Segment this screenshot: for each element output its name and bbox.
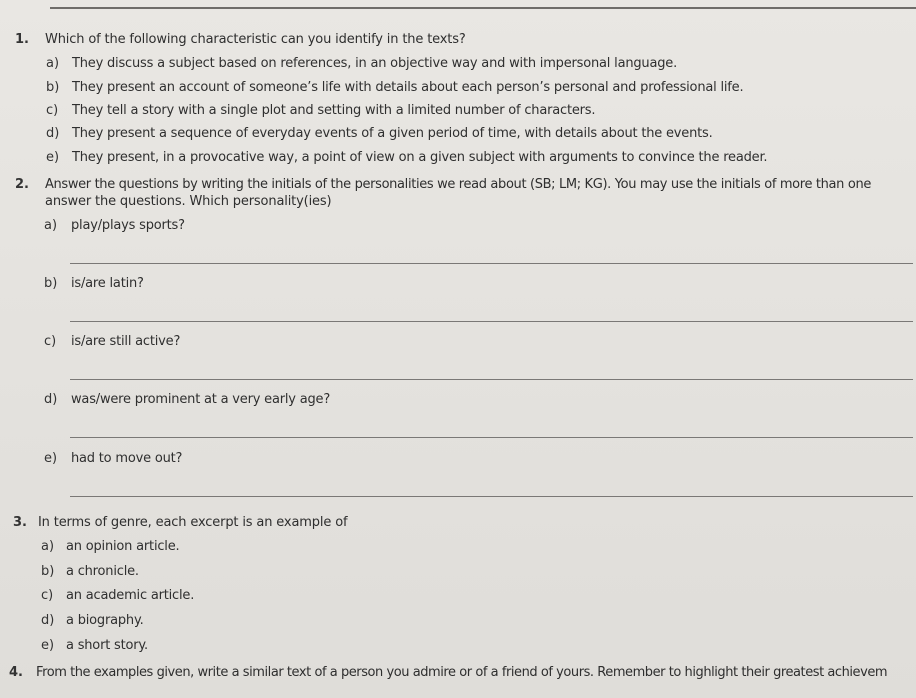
top-rule [50,7,916,9]
q2-option-b-letter: b) [44,276,58,291]
q1-option-d-letter: d) [46,126,60,141]
q1-option-b-text: They present an account of someone’s life with details about each person’s personal and professional life. [72,80,744,95]
q3-option-a-text: an opinion article. [66,539,180,554]
q3-option-b-text: a chronicle. [66,564,139,579]
q2-answer-line-c [70,379,913,380]
q2-answer-line-e [70,496,913,497]
q2-option-b-text: is/are latin? [71,276,144,291]
q2-option-d-text: was/were prominent at a very early age? [71,392,331,407]
q1-text: Which of the following characteristic can you identify in the texts? [45,32,466,47]
q3-text: In terms of genre, each excerpt is an example of [38,515,348,530]
q2-number: 2. [15,177,29,192]
q2-option-d-letter: d) [44,392,58,407]
q3-option-c-text: an academic article. [66,588,195,603]
q2-option-e-letter: e) [44,451,58,466]
q1-option-d-text: They present a sequence of everyday events of a given period of time, with details about the events. [72,126,713,141]
q4-number: 4. [9,665,23,680]
q1-option-c-letter: c) [46,103,59,118]
q4-text: From the examples given, write a similar text of a person you admire or of a friend of yours. Remember to highlight their greatest achievem [36,665,888,680]
q3-option-b-letter: b) [41,564,55,579]
q2-option-a-letter: a) [44,218,58,233]
q1-number: 1. [15,32,29,47]
q2-answer-line-d [70,437,913,438]
q3-option-e-letter: e) [41,638,55,653]
q2-option-c-text: is/are still active? [71,334,181,349]
q1-option-c-text: They tell a story with a single plot and setting with a limited number of characters. [72,103,596,118]
q3-option-a-letter: a) [41,539,55,554]
q2-text-line1: Answer the questions by writing the initials of the personalities we read about (SB; LM; KG). You may use the initials of more than one [45,177,871,192]
q2-text-line2: answer the questions. Which personality(ies) [45,194,332,209]
q2-answer-line-a [70,263,913,264]
q1-option-a-text: They discuss a subject based on references, in an objective way and with impersonal language. [72,56,678,71]
q3-option-e-text: a short story. [66,638,148,653]
q3-option-d-letter: d) [41,613,55,628]
q3-option-c-letter: c) [41,588,54,603]
q3-number: 3. [13,515,27,530]
q2-option-e-text: had to move out? [71,451,183,466]
q2-option-c-letter: c) [44,334,57,349]
q1-option-b-letter: b) [46,80,60,95]
q1-option-a-letter: a) [46,56,60,71]
q1-option-e-letter: e) [46,150,60,165]
q2-answer-line-b [70,321,913,322]
q2-option-a-text: play/plays sports? [71,218,185,233]
q1-option-e-text: They present, in a provocative way, a point of view on a given subject with arguments to convince the reader. [72,150,768,165]
q3-option-d-text: a biography. [66,613,144,628]
